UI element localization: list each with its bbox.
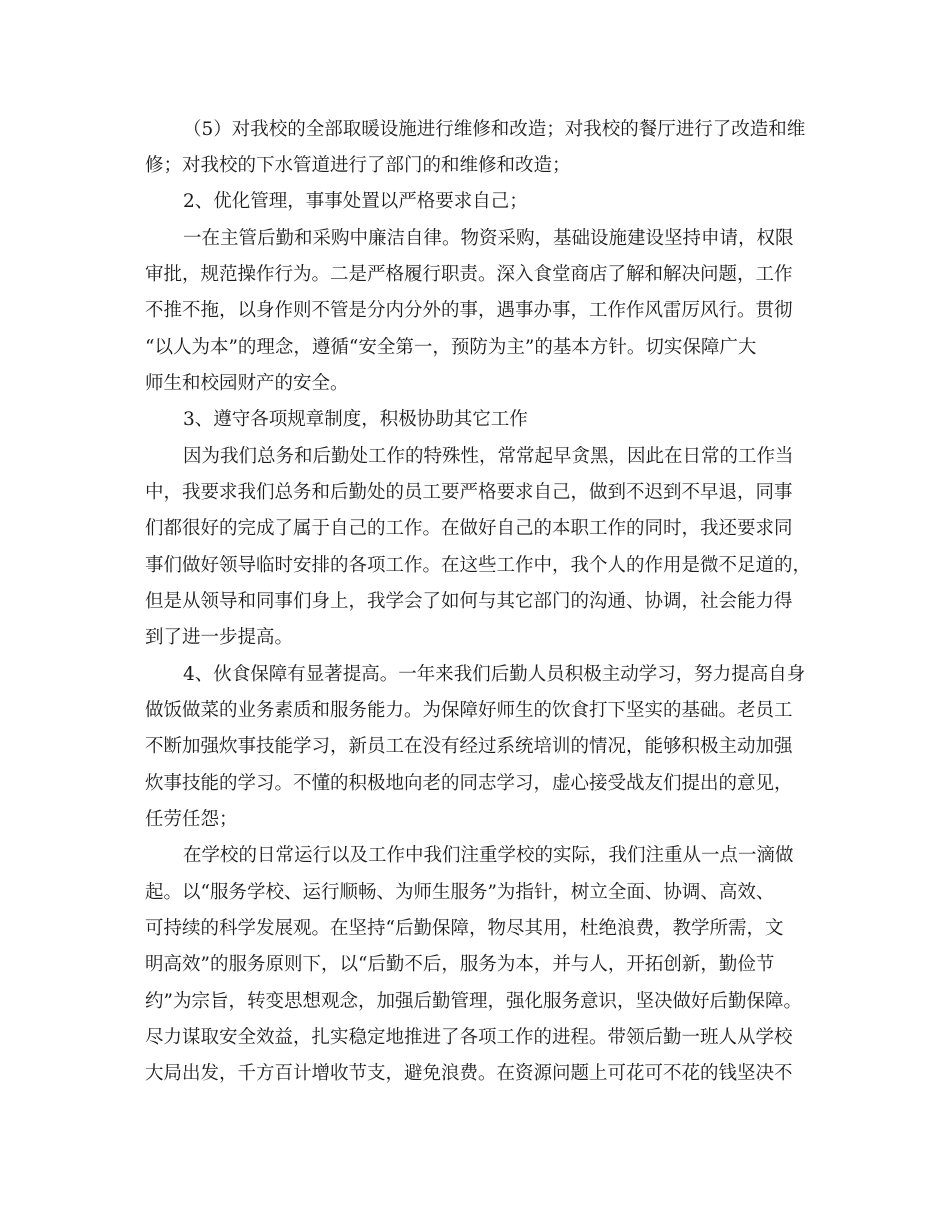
text-line: 师生和校园财产的安全。 (145, 373, 349, 394)
text-line: 炊事技能的学习。不懂的积极地向老的同志学习，虚心接受战友们提出的意见， (145, 773, 793, 794)
text-line: 不断加强炊事技能学习，新员工在没有经过系统培训的情况，能够积极主动加强 (145, 736, 793, 757)
text-line: 修；对我校的下水管道进行了部门的和维修和改造； (145, 155, 571, 176)
text-line: 明高效”的服务原则下，以“后勤不后，服务为本，并与人，开拓创新，勤俭节 (145, 954, 775, 975)
text-line: 一在主管后勤和采购中廉洁自律。物资采购，基础设施建设坚持申请，权限 (183, 228, 794, 249)
text-line: （5）对我校的全部取暖设施进行维修和改造；对我校的餐厅进行了改造和维 (183, 119, 806, 140)
text-line: 不推不拖，以身作则不管是分内分外的事，遇事办事，工作作风雷厉风行。贯彻 (145, 300, 793, 321)
text-line: 尽力谋取安全效益，扎实稳定地推进了各项工作的进程。带领后勤一班人从学校 (145, 1027, 793, 1048)
text-line: 因为我们总务和后勤处工作的特殊性，常常起早贪黑，因此在日常的工作当 (183, 446, 794, 467)
text-line: 中，我要求我们总务和后勤处的员工要严格要求自己，做到不迟到不早退，同事 (145, 482, 793, 503)
text-line: 事们做好领导临时安排的各项工作。在这些工作中，我个人的作用是微不足道的， (145, 555, 812, 576)
text-line: 在学校的日常运行以及工作中我们注重学校的实际，我们注重从一点一滴做 (183, 845, 794, 866)
text-line: 审批，规范操作行为。二是严格履行职责。深入食堂商店了解和解决问题，工作 (145, 264, 793, 285)
text-line: 任劳任怨； (145, 809, 238, 830)
text-line: 起。以“服务学校、运行顺畅、为师生服务”为指针，树立全面、协调、高效、 (145, 882, 775, 903)
text-line: 做饭做菜的业务素质和服务能力。为保障好师生的饮食打下坚实的基础。老员工 (145, 700, 793, 721)
text-line: 大局出发，千方百计增收节支，避免浪费。在资源问题上可花可不花的钱坚决不 (145, 1063, 793, 1084)
text-line: 们都很好的完成了属于自己的工作。在做好自己的本职工作的同时，我还要求同 (145, 518, 793, 539)
text-line: 到了进一步提高。 (145, 627, 294, 648)
text-line: 可持续的科学发展观。在坚持“后勤保障，物尽其用，杜绝浪费，教学所需，文 (145, 918, 784, 939)
text-line: 4、伙食保障有显著提高。一年来我们后勤人员积极主动学习，努力提高自身 (183, 664, 806, 685)
section-heading: 3、遵守各项规章制度，积极协助其它工作 (183, 409, 528, 430)
section-heading: 2、优化管理，事事处置以严格要求自己； (183, 191, 528, 212)
text-line: 约”为宗旨，转变思想观念，加强后勤管理，强化服务意识，坚决做好后勤保障。 (145, 991, 802, 1012)
text-line: 但是从领导和同事们身上，我学会了如何与其它部门的沟通、协调，社会能力得 (145, 591, 793, 612)
text-line: “以人为本”的理念，遵循“安全第一，预防为主”的基本方针。切实保障广大 (145, 337, 757, 358)
